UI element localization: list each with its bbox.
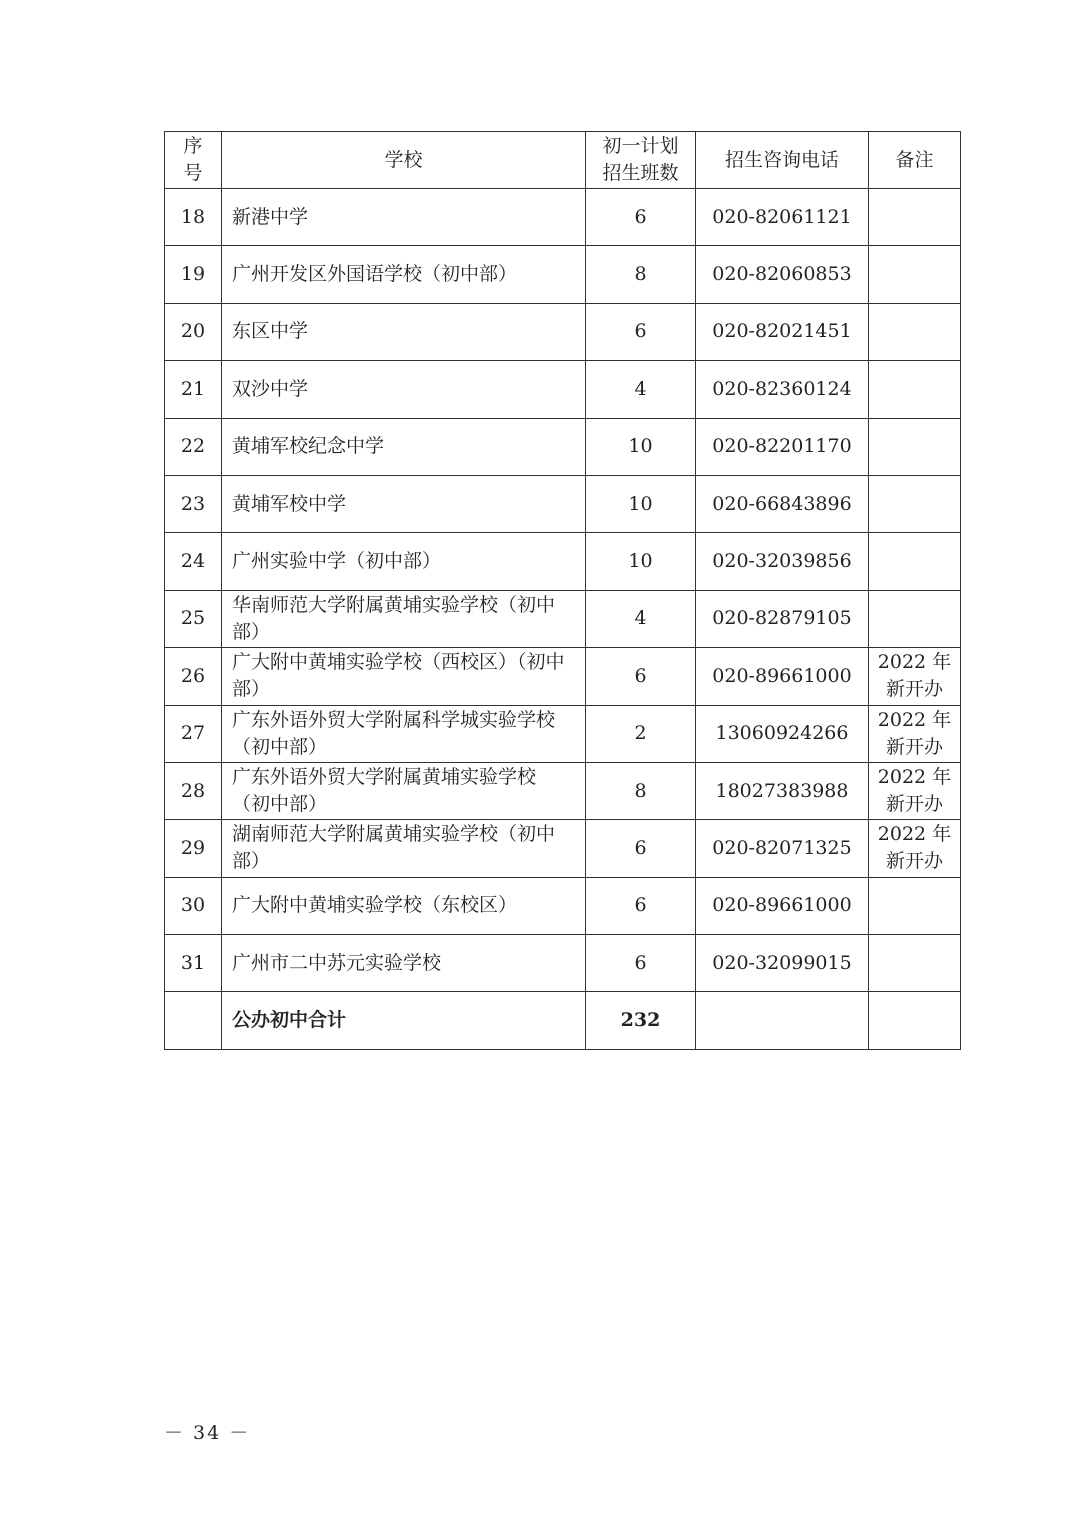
row-classes: 4: [586, 361, 696, 418]
row-classes: 6: [586, 303, 696, 360]
row-school: 湖南师范大学附属黄埔实验学校（初中部）: [222, 820, 586, 877]
row-note: [869, 189, 961, 246]
row-phone: 13060924266: [696, 705, 869, 762]
row-school: 广州开发区外国语学校（初中部）: [222, 246, 586, 303]
row-index: 26: [165, 648, 222, 705]
row-index: 31: [165, 935, 222, 992]
table-row: [165, 820, 961, 877]
row-note: [869, 935, 961, 992]
row-phone: 020-82879105: [696, 590, 869, 647]
row-phone: 020-32099015: [696, 935, 869, 992]
row-index: 25: [165, 590, 222, 647]
row-school: 双沙中学: [222, 361, 586, 418]
row-note: [869, 877, 961, 934]
total-classes: 232: [586, 992, 696, 1050]
row-classes: 6: [586, 935, 696, 992]
row-index: 29: [165, 820, 222, 877]
row-classes: 10: [586, 475, 696, 532]
row-school: 华南师范大学附属黄埔实验学校（初中部）: [222, 590, 586, 647]
row-phone: 020-82201170: [696, 418, 869, 475]
row-index: 21: [165, 361, 222, 418]
row-note: [869, 475, 961, 532]
table-row: [165, 418, 961, 475]
row-index: 20: [165, 303, 222, 360]
header-index: 序 号: [165, 132, 222, 189]
row-classes: 10: [586, 533, 696, 590]
row-note: 2022 年 新开办: [869, 820, 961, 877]
row-classes: 2: [586, 705, 696, 762]
row-school: 广州实验中学（初中部）: [222, 533, 586, 590]
table-row: [165, 533, 961, 590]
row-index: 28: [165, 762, 222, 819]
header-phone: 招生咨询电话: [696, 132, 869, 189]
row-phone: 020-82060853: [696, 246, 869, 303]
total-row: [165, 992, 961, 1050]
total-label: 公办初中合计: [222, 992, 586, 1050]
table-row: [165, 705, 961, 762]
table-row: [165, 475, 961, 532]
table-row: [165, 246, 961, 303]
header-row: [165, 132, 961, 189]
row-note: 2022 年 新开办: [869, 648, 961, 705]
row-school: 新港中学: [222, 189, 586, 246]
row-note: [869, 361, 961, 418]
row-note: 2022 年 新开办: [869, 705, 961, 762]
row-school: 东区中学: [222, 303, 586, 360]
row-index: 18: [165, 189, 222, 246]
total-phone-cell: [696, 992, 869, 1050]
row-index: 19: [165, 246, 222, 303]
row-phone: 020-82021451: [696, 303, 869, 360]
table-row: [165, 361, 961, 418]
table-row: [165, 648, 961, 705]
header-note: 备注: [869, 132, 961, 189]
row-phone: 020-89661000: [696, 648, 869, 705]
row-index: 24: [165, 533, 222, 590]
row-note: [869, 418, 961, 475]
row-note: [869, 533, 961, 590]
row-note: [869, 303, 961, 360]
row-school: 广大附中黄埔实验学校（东校区）: [222, 877, 586, 934]
row-classes: 8: [586, 246, 696, 303]
row-school: 黄埔军校纪念中学: [222, 418, 586, 475]
row-phone: 020-82360124: [696, 361, 869, 418]
row-classes: 6: [586, 189, 696, 246]
table-row: [165, 877, 961, 934]
table-row: [165, 590, 961, 647]
row-school: 广大附中黄埔实验学校（西校区）（初中部）: [222, 648, 586, 705]
total-note-cell: [869, 992, 961, 1050]
total-index-cell: [165, 992, 222, 1050]
header-school: 学校: [222, 132, 586, 189]
row-classes: 6: [586, 820, 696, 877]
table-row: [165, 762, 961, 819]
row-phone: 020-89661000: [696, 877, 869, 934]
row-note: [869, 246, 961, 303]
table-body: [165, 189, 961, 992]
header-classes: 初一计划 招生班数: [586, 132, 696, 189]
row-classes: 6: [586, 648, 696, 705]
row-school: 广东外语外贸大学附属科学城实验学校（初中部）: [222, 705, 586, 762]
table-row: [165, 303, 961, 360]
row-classes: 6: [586, 877, 696, 934]
page-number: － 34 －: [164, 1422, 251, 1444]
table-row: [165, 189, 961, 246]
row-phone: 020-82071325: [696, 820, 869, 877]
row-index: 30: [165, 877, 222, 934]
row-classes: 4: [586, 590, 696, 647]
row-school: 黄埔军校中学: [222, 475, 586, 532]
enrollment-table: [164, 131, 961, 1050]
row-phone: 020-32039856: [696, 533, 869, 590]
row-school: 广州市二中苏元实验学校: [222, 935, 586, 992]
table-row: [165, 935, 961, 992]
row-classes: 8: [586, 762, 696, 819]
row-school: 广东外语外贸大学附属黄埔实验学校（初中部）: [222, 762, 586, 819]
row-index: 22: [165, 418, 222, 475]
row-phone: 020-66843896: [696, 475, 869, 532]
row-index: 23: [165, 475, 222, 532]
row-classes: 10: [586, 418, 696, 475]
row-index: 27: [165, 705, 222, 762]
row-phone: 020-82061121: [696, 189, 869, 246]
row-phone: 18027383988: [696, 762, 869, 819]
row-note: [869, 590, 961, 647]
row-note: 2022 年 新开办: [869, 762, 961, 819]
